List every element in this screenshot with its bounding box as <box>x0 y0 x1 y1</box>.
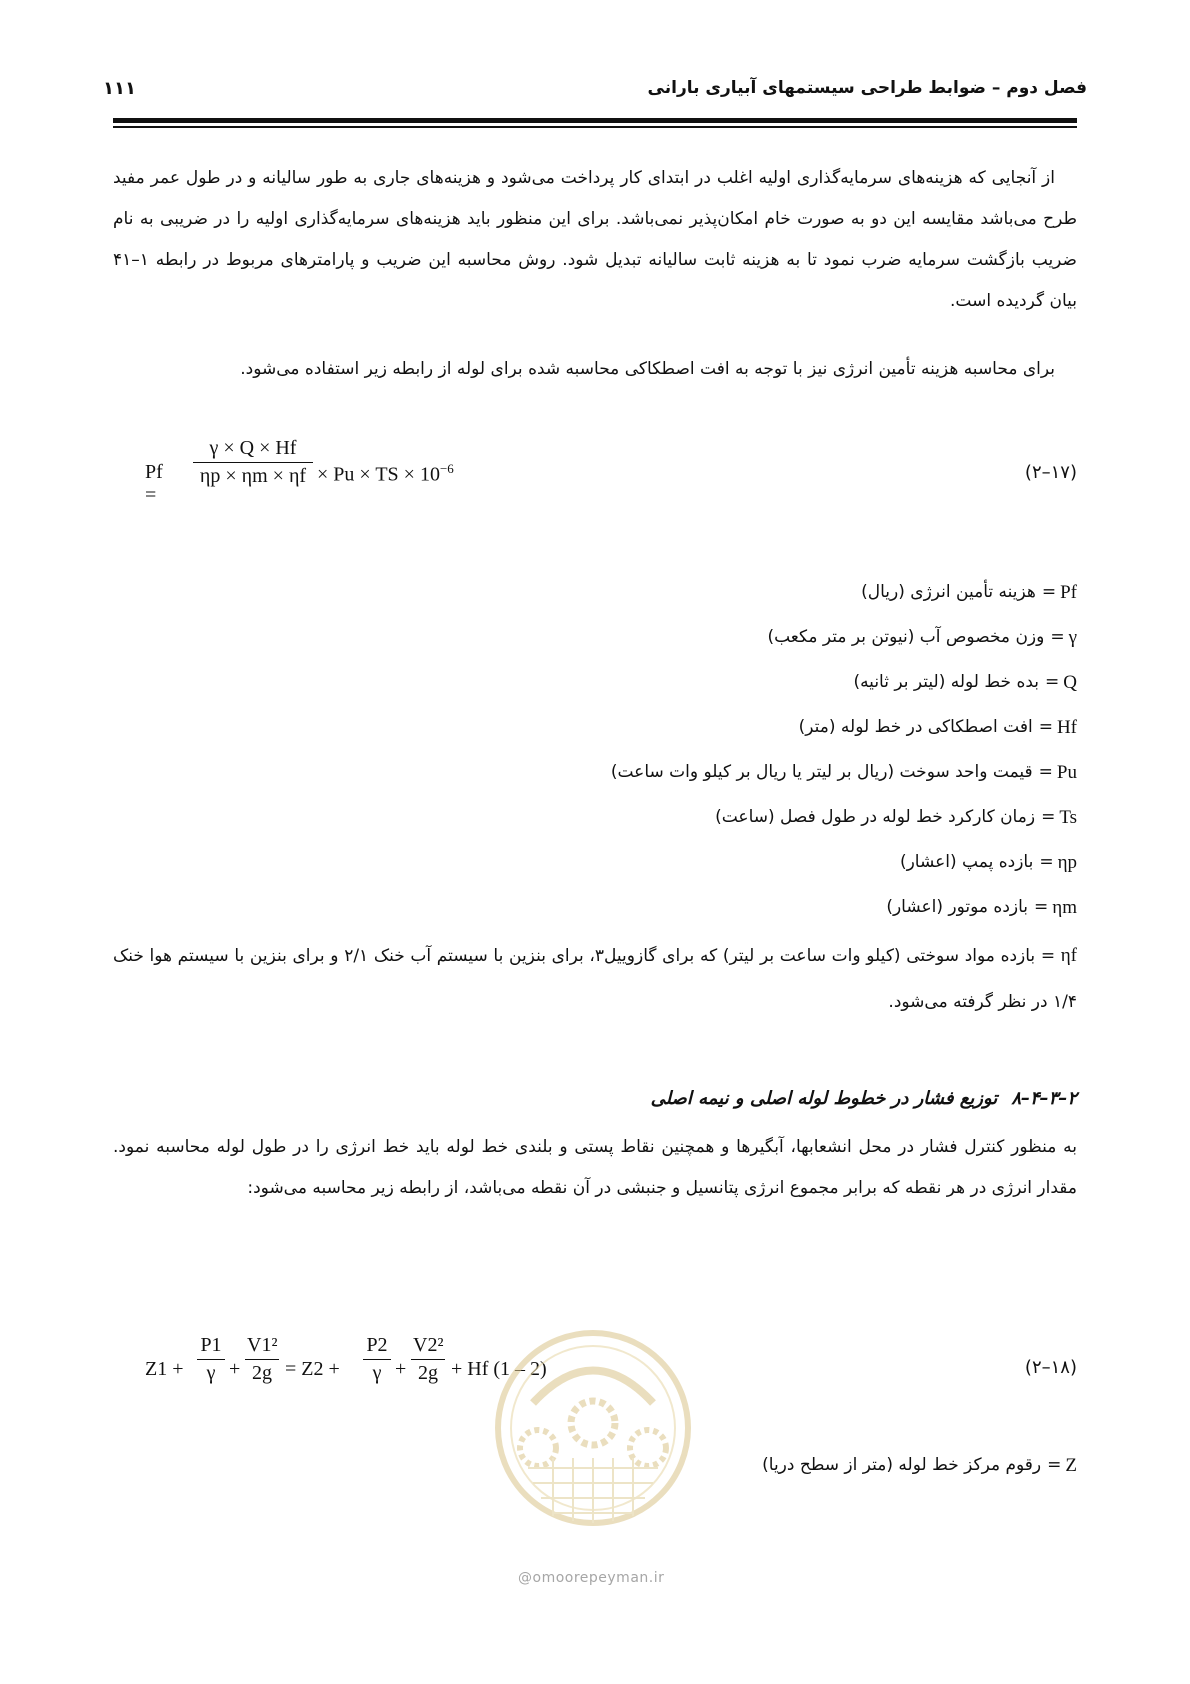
def-text: افت اصطکاکی در خط لوله (متر) <box>798 717 1033 737</box>
eq18-den: 2g <box>252 1362 272 1384</box>
eq18-num: P2 <box>366 1334 388 1356</box>
watermark-site: @omoorepeyman.ir <box>518 1570 665 1586</box>
eq18-plus: + <box>395 1358 407 1380</box>
eq17-fraction <box>193 437 313 488</box>
eq18-v2-over-2g <box>411 1334 445 1385</box>
equals-sign: = <box>1038 762 1053 782</box>
eq18-v1-over-2g <box>245 1334 279 1385</box>
definition-pf <box>861 582 1077 604</box>
def-symbol: ηm <box>1052 897 1077 918</box>
section-heading <box>651 1088 1077 1109</box>
def-text: بده خط لوله (لیتر بر ثانیه) <box>853 672 1040 692</box>
def-symbol: Q <box>1063 672 1077 693</box>
definition-eta-m <box>886 897 1077 919</box>
header-rule <box>113 118 1077 123</box>
def-symbol: ηf <box>1060 945 1078 966</box>
equals-sign: = <box>1034 897 1049 917</box>
eq18-p2-over-gamma <box>363 1334 391 1385</box>
paragraph-energy-cost: برای محاسبه هزینه تأمین انرژی نیز با توجه به افت اصطکاکی محاسبه شده برای لوله از رابطه زیر استفاده می‌شود. <box>240 359 1055 379</box>
equals-sign: = <box>1045 672 1060 692</box>
definition-q <box>853 672 1077 694</box>
definition-eta-p <box>900 852 1077 874</box>
def-symbol: Pu <box>1056 762 1077 783</box>
paragraph-intro-text: از آنجایی که هزینه‌های سرمایه‌گذاری اولیه اغلب در ابتدای کار پرداخت می‌شود و هزینه‌های جاری به طور سالیانه و در طول عمر مفید طرح می‌باشد مقایسه این دو به صورت خام امکان‌پذیر نمی‌باشد. برای این منظور باید هزینه‌های سرمایه‌گذاری اولیه را در ضریبی به نام ضریب بازگشت سرمایه ضرب نمود تا به هزینه ثابت سالیانه تبدیل شود. روش محاسبه این ضریب و پارامترهای مربوط در رابطه ۱–۴۱ بیان گردیده است. <box>113 168 1077 311</box>
equals-sign: = <box>1038 717 1053 737</box>
eq18-num: V2² <box>413 1334 444 1356</box>
def-text: زمان کارکرد خط لوله در طول فصل (ساعت) <box>715 807 1036 827</box>
eq17-denominator: ηp × ηm × ηf <box>199 465 307 487</box>
definition-gamma <box>767 627 1077 649</box>
definition-pu <box>611 762 1077 784</box>
header-rule-thin <box>113 126 1077 128</box>
equation-17-label: (۱۷–۲) <box>1024 462 1077 483</box>
eq18-hf: + Hf (1 – 2) <box>451 1358 547 1380</box>
definition-ts <box>715 807 1077 829</box>
section-number: ۲–۳–۴–۸ <box>1011 1088 1077 1109</box>
eq18-den: γ <box>206 1362 216 1384</box>
eq17-rhs <box>317 461 454 487</box>
eq17-numerator: γ × Q × Hf <box>209 437 297 459</box>
def-text: وزن مخصوص آب (نیوتن بر متر مکعب) <box>767 627 1045 647</box>
def-symbol: Z <box>1065 1455 1077 1476</box>
definition-hf <box>799 717 1077 739</box>
def-text: رقوم مرکز خط لوله (متر از سطح دریا) <box>762 1455 1042 1475</box>
equals-sign: = <box>1041 582 1057 602</box>
paragraph-intro <box>113 158 1077 322</box>
def-text: بازده پمپ (اعشار) <box>899 852 1034 872</box>
equals-sign: = <box>1039 852 1054 872</box>
definition-eta-f-paragraph <box>113 933 1077 1025</box>
equals-sign: = <box>1050 627 1065 647</box>
eq18-num: P1 <box>200 1334 222 1356</box>
def-text: بازده موتور (اعشار) <box>886 897 1029 917</box>
eq18-z2: = Z2 + <box>285 1358 340 1380</box>
equals-sign: = <box>1041 807 1056 827</box>
def-symbol: Pf <box>1060 582 1077 603</box>
eq18-z1: Z1 + <box>145 1358 184 1380</box>
page-number: ۱۱۱ <box>103 78 136 99</box>
definition-z <box>762 1455 1077 1477</box>
watermark-logo <box>493 1318 693 1548</box>
def-symbol: Ts <box>1059 807 1077 828</box>
eq18-den: 2g <box>418 1362 438 1384</box>
def-symbol: Hf <box>1056 717 1077 738</box>
eq17-exponent: −6 <box>439 461 454 476</box>
eq17-rhs-text: × Pu × TS × 10 <box>317 463 440 486</box>
chapter-title: فصل دوم – ضوابط طراحی سیستمهای آبیاری بارانی <box>647 78 1087 98</box>
def-symbol: γ <box>1068 627 1077 648</box>
eq17-lhs: Pf = <box>145 461 163 506</box>
eq18-den: γ <box>372 1362 382 1384</box>
equation-18-label: (۱۸–۲) <box>1024 1357 1077 1378</box>
equals-sign: = <box>1047 1455 1062 1475</box>
eq18-p1-over-gamma <box>197 1334 225 1385</box>
section-title: توزیع فشار در خطوط لوله اصلی و نیمه اصلی <box>650 1088 998 1109</box>
def-text: = بازده مواد سوختی (کیلو وات ساعت بر لیتر) که برای گازوییل۳، برای بنزین با سیستم آب خنک ۲/۱ و برای بنزین با سیستم هوا خنک ۱/۴ در نظر گرفته می‌شود. <box>113 946 1077 1012</box>
def-text: هزینه تأمین انرژی (ریال) <box>861 582 1036 602</box>
eq18-plus: + <box>229 1358 241 1380</box>
def-text: قیمت واحد سوخت (ریال بر لیتر یا ریال بر کیلو وات ساعت) <box>610 762 1033 782</box>
eq18-num: V1² <box>247 1334 278 1356</box>
paragraph-pressure: به منظور کنترل فشار در محل انشعابها، آبگیرها و همچنین نقاط پستی و بلندی خط لوله باید خط انرژی را در طول لوله محاسبه نمود. مقدار انرژی در هر نقطه که برابر مجموع انرژی پتانسیل و جنبشی در آن نقطه می‌باشد، از رابطه زیر محاسبه می‌شود: <box>113 1137 1077 1198</box>
def-symbol: ηp <box>1057 852 1077 873</box>
